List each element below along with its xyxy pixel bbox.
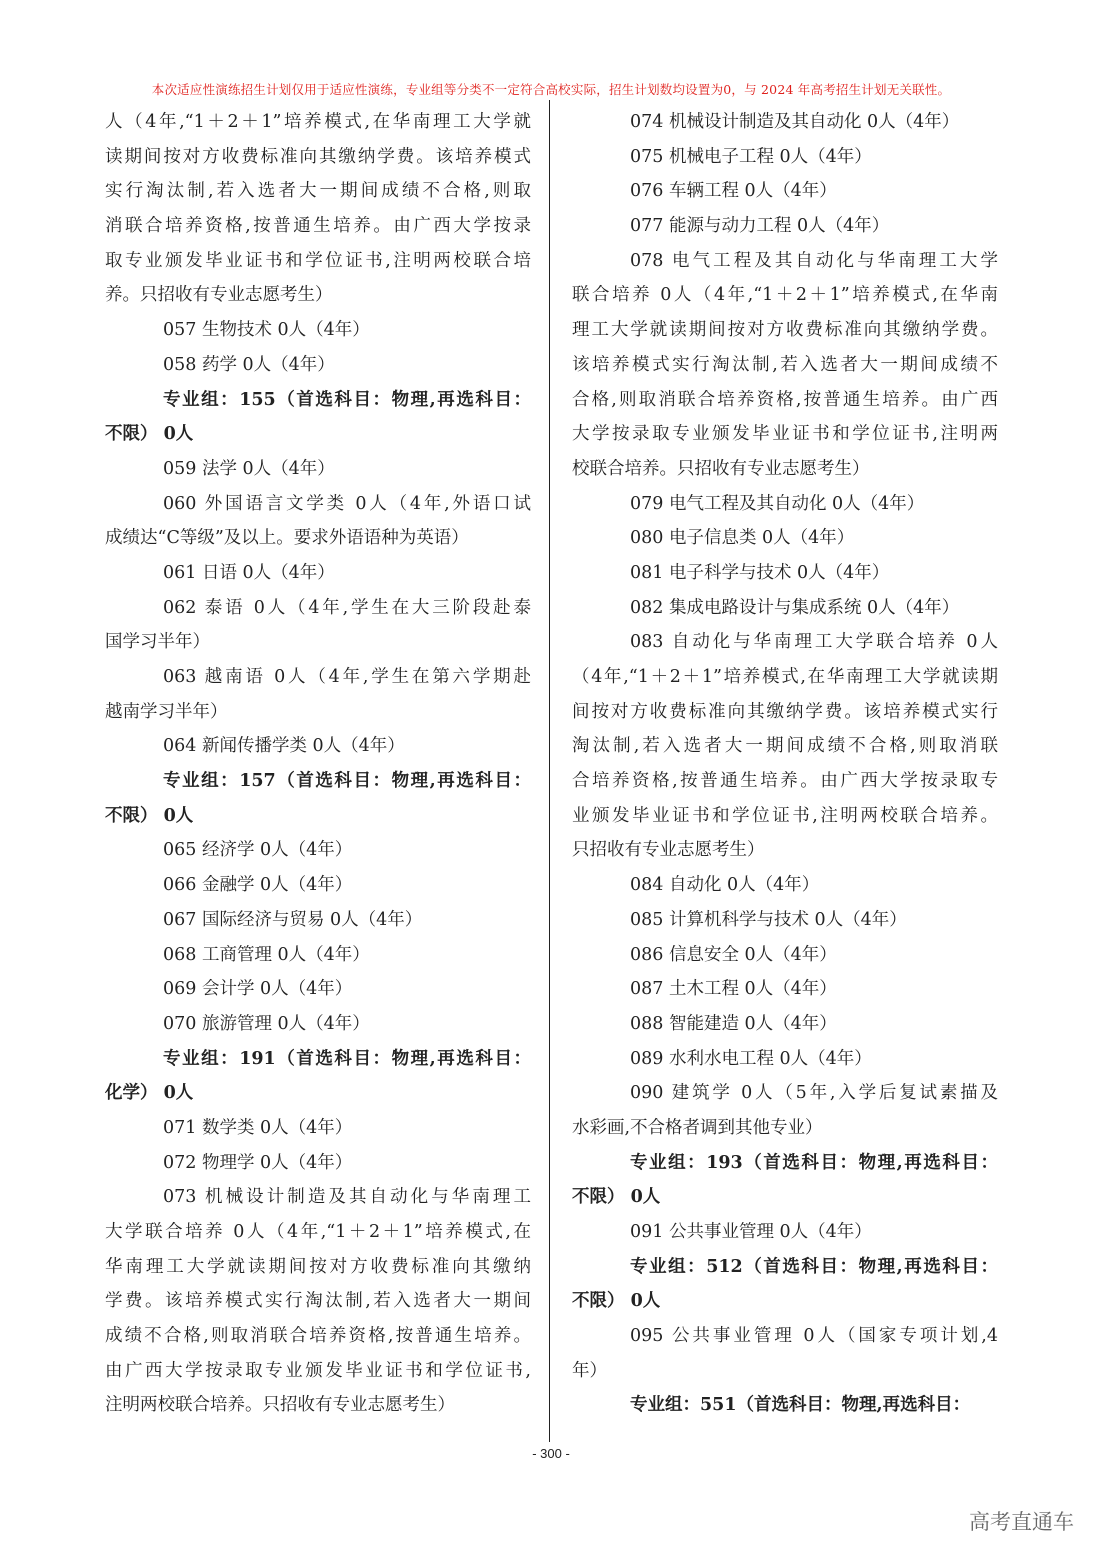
text-line: 067 国际经济与贸易 0人（4年） xyxy=(163,909,423,930)
paragraph xyxy=(572,938,998,973)
text-line: 不限） 0人 xyxy=(105,424,194,445)
text-line: 082 集成电路设计与集成系统 0人（4年） xyxy=(630,597,960,618)
paragraph xyxy=(572,591,998,626)
text-line: 086 信息安全 0人（4年） xyxy=(630,944,837,965)
text-line: 059 法学 0人（4年） xyxy=(163,458,335,479)
text-line: 实行淘汰制,若入选者大一期间成绩不合格,则取 xyxy=(105,181,531,202)
group-heading xyxy=(105,383,531,452)
text-line: 074 机械设计制造及其自动化 0人（4年） xyxy=(630,112,960,132)
paragraph xyxy=(105,591,531,660)
right-column xyxy=(572,105,998,1423)
text-line: 065 经济学 0人（4年） xyxy=(163,840,353,861)
text-line: 国学习半年） xyxy=(105,632,210,653)
paragraph xyxy=(572,1042,998,1077)
paragraph xyxy=(572,1076,998,1145)
text-line: 专业组：157（首选科目：物理,再选科目： xyxy=(163,771,531,792)
text-line: 089 水利水电工程 0人（4年） xyxy=(630,1048,872,1069)
text-line: （4年,“1＋2＋1”培养模式,在华南理工大学就读期 xyxy=(572,667,998,687)
text-line: 069 会计学 0人（4年） xyxy=(163,979,353,1000)
text-line: 注明两校联合培养。只招收有专业志愿考生） xyxy=(105,1395,455,1416)
text-line: 068 工商管理 0人（4年） xyxy=(163,944,370,965)
text-line: 076 车辆工程 0人（4年） xyxy=(630,181,837,202)
text-line: 087 土木工程 0人（4年） xyxy=(630,979,837,1000)
paragraph xyxy=(105,1146,531,1181)
paragraph xyxy=(572,521,998,556)
text-line: 062 泰语 0人（4年,学生在大三阶段赴泰 xyxy=(163,597,531,618)
text-line: 由广西大学按录取专业颁发毕业证书和学位证书, xyxy=(105,1360,531,1381)
paragraph xyxy=(105,938,531,973)
text-line: 专业组：551（首选科目：物理,再选科目： xyxy=(630,1395,971,1416)
group-heading xyxy=(105,1042,531,1111)
paragraph xyxy=(572,140,998,175)
text-line: 不限） 0人 xyxy=(572,1291,661,1312)
text-line: 年） xyxy=(572,1360,607,1381)
text-line: 075 机械电子工程 0人（4年） xyxy=(630,146,872,167)
text-line: 081 电子科学与技术 0人（4年） xyxy=(630,562,890,583)
paragraph xyxy=(572,625,998,868)
text-line: 057 生物技术 0人（4年） xyxy=(163,320,370,341)
text-line: 大学联合培养 0人（4年,“1＋2＋1”培养模式,在 xyxy=(105,1222,531,1242)
text-line: 063 越南语 0人（4年,学生在第六学期赴 xyxy=(163,667,531,687)
text-line: 085 计算机科学与技术 0人（4年） xyxy=(630,909,907,930)
paragraph xyxy=(105,348,531,383)
text-line: 专业组：193（首选科目：物理,再选科目： xyxy=(630,1152,998,1173)
text-line: 072 物理学 0人（4年） xyxy=(163,1152,353,1173)
text-line: 064 新闻传播学类 0人（4年） xyxy=(163,736,405,757)
text-line: 华南理工大学就读期间按对方收费标准向其缴纳 xyxy=(105,1256,531,1277)
paragraph xyxy=(572,972,998,1007)
text-line: 073 机械设计制造及其自动化与华南理工 xyxy=(163,1187,531,1208)
paragraph xyxy=(105,556,531,591)
brand-watermark: 高考直通车 xyxy=(969,1510,1074,1534)
text-line: 越南学习半年） xyxy=(105,701,228,722)
text-line: 该培养模式实行淘汰制,若入选者大一期间成绩不 xyxy=(572,354,998,375)
text-line: 养。只招收有专业志愿考生） xyxy=(105,285,333,306)
text-line: 消联合培养资格,按普通生培养。由广西大学按录 xyxy=(105,216,531,237)
text-line: 成绩达“C等级”及以上。要求外语语种为英语） xyxy=(105,528,469,549)
paragraph xyxy=(105,105,531,313)
text-line: 083 自动化与华南理工大学联合培养 0人 xyxy=(630,632,998,653)
paragraph xyxy=(105,833,531,868)
paragraph xyxy=(105,660,531,729)
text-line: 078 电气工程及其自动化与华南理工大学 xyxy=(630,250,998,271)
text-line: 联合培养 0人（4年,“1＋2＋1”培养模式,在华南 xyxy=(572,285,998,306)
text-line: 专业组：512（首选科目：物理,再选科目： xyxy=(630,1256,998,1277)
paragraph xyxy=(572,1319,998,1388)
paragraph xyxy=(105,313,531,348)
text-line: 化学） 0人 xyxy=(105,1083,194,1104)
group-heading xyxy=(572,1250,998,1319)
paragraph xyxy=(105,1180,531,1423)
text-line: 088 智能建造 0人（4年） xyxy=(630,1013,837,1034)
paragraph xyxy=(572,556,998,591)
text-line: 水彩画,不合格者调到其他专业） xyxy=(572,1117,823,1138)
group-heading xyxy=(572,1388,998,1423)
text-line: 只招收有专业志愿考生） xyxy=(572,840,765,861)
paragraph xyxy=(572,1007,998,1042)
paragraph xyxy=(105,487,531,556)
paragraph xyxy=(572,487,998,522)
paragraph xyxy=(572,209,998,244)
text-line: 校联合培养。只招收有专业志愿考生） xyxy=(572,458,870,479)
text-line: 080 电子信息类 0人（4年） xyxy=(630,528,855,549)
page-number: - 300 - xyxy=(532,1446,570,1461)
text-line: 成绩不合格,则取消联合培养资格,按普通生培养。 xyxy=(105,1326,531,1347)
left-column xyxy=(105,105,531,1423)
paragraph xyxy=(105,1007,531,1042)
text-line: 058 药学 0人（4年） xyxy=(163,354,335,375)
paragraph xyxy=(105,452,531,487)
text-line: 间按对方收费标准向其缴纳学费。该培养模式实行 xyxy=(572,701,998,722)
paragraph xyxy=(572,868,998,903)
text-line: 理工大学就读期间按对方收费标准向其缴纳学费。 xyxy=(572,320,998,341)
group-heading xyxy=(105,764,531,833)
text-line: 专业组：155（首选科目：物理,再选科目： xyxy=(163,389,531,410)
text-line: 不限） 0人 xyxy=(572,1187,661,1208)
text-line: 066 金融学 0人（4年） xyxy=(163,875,353,896)
paragraph xyxy=(105,729,531,764)
paragraph xyxy=(572,244,998,487)
text-line: 091 公共事业管理 0人（4年） xyxy=(630,1222,872,1242)
text-line: 淘汰制,若入选者大一期间成绩不合格,则取消联 xyxy=(572,736,998,757)
text-line: 060 外国语言文学类 0人（4年,外语口试 xyxy=(163,493,531,514)
text-line: 合培养资格,按普通生培养。由广西大学按录取专 xyxy=(572,771,998,792)
column-divider xyxy=(549,100,550,1442)
text-line: 人（4年,“1＋2＋1”培养模式,在华南理工大学就 xyxy=(105,112,531,132)
disclaimer-notice: 本次适应性演练招生计划仅用于适应性演练，专业组等分类不一定符合高校实际，招生计划数均设置为0，与 2024 年高考招生计划无关联性。 xyxy=(151,82,951,97)
text-line: 业颁发毕业证书和学位证书,注明两校联合培养。 xyxy=(572,805,998,826)
paragraph xyxy=(105,1111,531,1146)
text-line: 084 自动化 0人（4年） xyxy=(630,875,820,896)
text-line: 读期间按对方收费标准向其缴纳学费。该培养模式 xyxy=(105,146,531,167)
text-line: 079 电气工程及其自动化 0人（4年） xyxy=(630,493,925,514)
text-line: 取专业颁发毕业证书和学位证书,注明两校联合培 xyxy=(105,250,531,271)
paragraph xyxy=(572,174,998,209)
text-line: 不限） 0人 xyxy=(105,805,194,826)
text-line: 095 公共事业管理 0人（国家专项计划,4 xyxy=(630,1326,998,1347)
text-line: 071 数学类 0人（4年） xyxy=(163,1117,353,1138)
text-line: 090 建筑学 0人（5年,入学后复试素描及 xyxy=(630,1083,998,1104)
text-line: 070 旅游管理 0人（4年） xyxy=(163,1013,370,1034)
text-line: 合格,则取消联合培养资格,按普通生培养。由广西 xyxy=(572,389,998,410)
paragraph xyxy=(572,903,998,938)
text-line: 学费。该培养模式实行淘汰制,若入选者大一期间 xyxy=(105,1291,531,1312)
paragraph xyxy=(572,105,998,140)
group-heading xyxy=(572,1146,998,1215)
text-line: 077 能源与动力工程 0人（4年） xyxy=(630,216,890,237)
paragraph xyxy=(572,1215,998,1250)
paragraph xyxy=(105,972,531,1007)
paragraph xyxy=(105,903,531,938)
text-line: 大学按录取专业颁发毕业证书和学位证书,注明两 xyxy=(572,424,998,445)
text-line: 061 日语 0人（4年） xyxy=(163,562,335,583)
paragraph xyxy=(105,868,531,903)
text-line: 专业组：191（首选科目：物理,再选科目： xyxy=(163,1048,531,1069)
